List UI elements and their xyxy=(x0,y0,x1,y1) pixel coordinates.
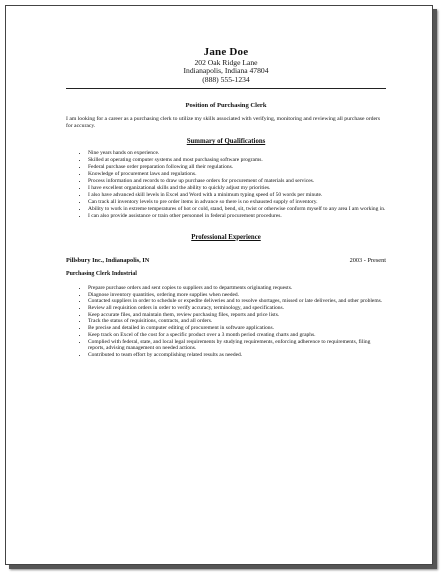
list-item: • Contributed to team effort by accomplishing related results as needed. xyxy=(88,352,386,359)
list-item: • Complied with federal, state, and local legal requirements by studying requirements, enforcing adherence to requirements, filing reports, advising management on needed actions. xyxy=(88,339,386,352)
list-item: • I can also provide assistance or train other personnel in federal procurement procedures. xyxy=(88,213,386,220)
list-item: • Nine years hands on experience. xyxy=(88,150,386,157)
experience-heading: Professional Experience xyxy=(191,233,261,241)
list-item: • Skilled at operating computer systems and most purchasing software programs. xyxy=(88,157,386,164)
resume-page xyxy=(66,46,386,359)
list-item: • Federal purchase order preparation following all their regulations. xyxy=(88,164,386,171)
company-name: Pillsbury Inc., Indianapolis, IN xyxy=(66,256,150,264)
list-item: • Review all requisition orders in order to verify accuracy, terminology, and specifications. xyxy=(88,305,386,312)
list-item: • Ability to work in extreme temperatures of hot or cold, stand, bend, sit, twist or otherwise conform myself to any area I am working in. xyxy=(88,206,386,213)
list-item: • Knowledge of procurement laws and regulations. xyxy=(88,171,386,178)
position-title: Position of Purchasing Clerk xyxy=(185,101,267,109)
list-item: • Contacted suppliers in order to schedule or expedite deliveries and to resolve shortages, missed or late deliveries, and other problems. xyxy=(88,298,386,305)
applicant-name: Jane Doe xyxy=(203,46,249,58)
duties-list xyxy=(66,285,386,359)
document-frame xyxy=(5,5,433,565)
job-title: Purchasing Clerk Industrial xyxy=(66,270,137,277)
street-address: 202 Oak Ridge Lane xyxy=(194,57,258,67)
job-dates: 2003 - Present xyxy=(349,256,386,264)
phone-number: (888) 555-1234 xyxy=(202,75,250,85)
summary-heading: Summary of Qualifications xyxy=(186,138,266,146)
list-item: • Track the status of requisitions, contracts, and all orders. xyxy=(88,318,386,325)
objective-text: I am looking for a career as a purchasing clerk to utilize my skills associated with verifying, monitoring and reviewing all purchase orders for accuracy. xyxy=(66,115,381,129)
list-item: • Keep accurate files, and maintain them, review purchasing files, reports and price lists. xyxy=(88,312,386,319)
list-item: • Process information and records to draw up purchase orders for procurement of materials and services. xyxy=(88,178,386,185)
city-state-zip: Indianapolis, Indiana 47804 xyxy=(183,66,269,76)
list-item: • I also have advanced skill levels in Excel and Word with a minimum typing speed of 50 words per minute. xyxy=(88,192,386,199)
list-item: • Diagnose inventory quantities, ordering more supplies when needed. xyxy=(88,292,386,299)
job-header xyxy=(66,257,386,264)
list-item: • Can track all inventory levels to pre order items in advance so there is no exhausted supply of inventory. xyxy=(88,199,386,206)
list-item: • I have excellent organizational skills and the ability to quickly adjust my priorities. xyxy=(88,185,386,192)
resume-header xyxy=(66,46,386,85)
list-item: • Keep track on Excel of the cost for a specific product over a 3 month period creating charts and graphs. xyxy=(88,332,386,339)
list-item: • Be precise and detailed in computer editing of procurement in software applications. xyxy=(88,325,386,332)
list-item: • Prepare purchase orders and sent copies to suppliers and to departments originating requests. xyxy=(88,285,386,292)
qualifications-list xyxy=(66,150,386,220)
header-divider xyxy=(66,88,386,89)
